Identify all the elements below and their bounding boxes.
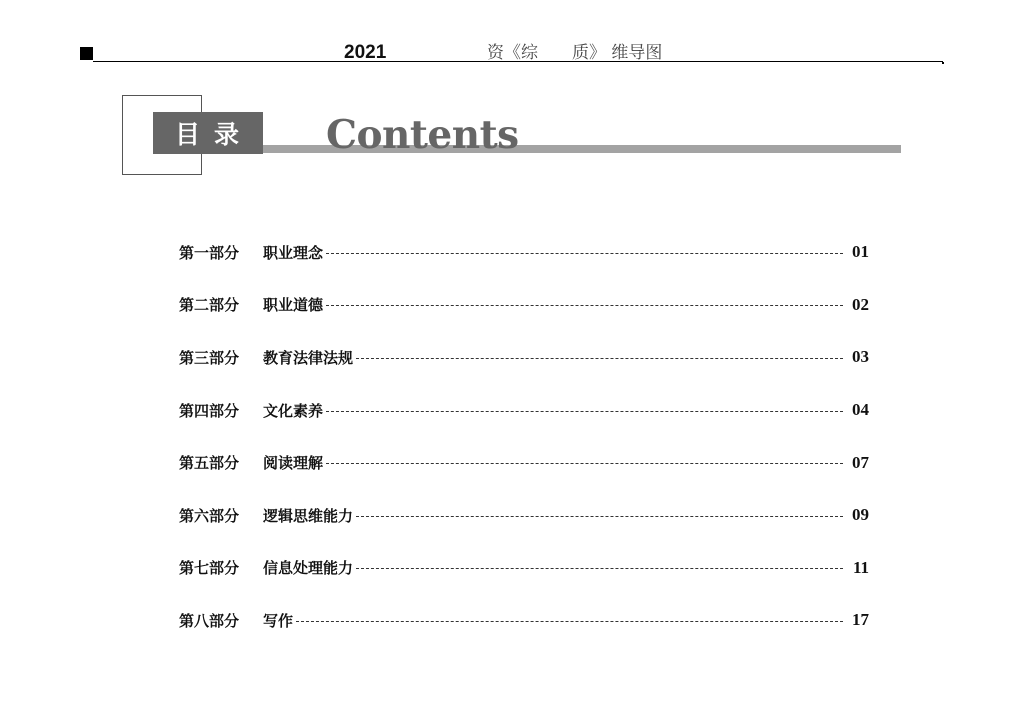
- toc-entry[interactable]: [179, 279, 869, 332]
- toc-leader: [356, 358, 843, 359]
- toc-title: 教育法律法规: [263, 348, 354, 367]
- toc-page-number: 11: [852, 557, 869, 577]
- toc-leader: [356, 516, 843, 517]
- toc-part-label: 第二部分: [179, 296, 240, 315]
- toc-page-number: 09: [852, 505, 869, 525]
- toc-page-number: 07: [852, 452, 869, 472]
- toc-part-label: 第六部分: [179, 506, 240, 525]
- header-title: 资《综 质》 维导图: [487, 43, 663, 63]
- toc-page-number: 17: [852, 610, 869, 630]
- toc-leader: [326, 305, 843, 306]
- toc-entry[interactable]: [179, 436, 869, 489]
- toc-title: 写作: [263, 611, 294, 630]
- toc-leader: [296, 621, 843, 622]
- toc-entry[interactable]: [179, 384, 869, 437]
- toc-page-number: 04: [852, 400, 869, 420]
- header-year: 2021: [344, 42, 387, 63]
- toc-part-label: 第三部分: [179, 348, 240, 367]
- toc-page-number: 01: [852, 242, 869, 262]
- toc-part-label: 第四部分: [179, 401, 240, 420]
- header-rule-end-dot: [942, 62, 944, 64]
- toc-part-label: 第七部分: [179, 559, 240, 578]
- toc-page-number: 03: [852, 347, 869, 367]
- toc-title: 信息处理能力: [263, 559, 354, 578]
- toc-leader: [326, 253, 843, 254]
- toc-leader: [356, 568, 843, 569]
- toc-list: [179, 226, 869, 647]
- toc-leader: [326, 411, 843, 412]
- toc-part-label: 第五部分: [179, 454, 240, 473]
- toc-title: 阅读理解: [263, 454, 324, 473]
- toc-leader: [326, 463, 843, 464]
- toc-page-number: 02: [852, 294, 869, 314]
- toc-entry[interactable]: [179, 489, 869, 542]
- header-square-mark: [80, 47, 93, 60]
- toc-title: 文化素养: [263, 401, 324, 420]
- toc-title: 逻辑思维能力: [263, 506, 354, 525]
- toc-entry[interactable]: [179, 542, 869, 595]
- contents-heading: Contents: [326, 112, 519, 158]
- toc-entry[interactable]: [179, 331, 869, 384]
- toc-part-label: 第八部分: [179, 611, 240, 630]
- toc-title: 职业理念: [263, 243, 324, 262]
- toc-entry[interactable]: [179, 594, 869, 647]
- toc-part-label: 第一部分: [179, 243, 240, 262]
- mulu-label: 目录: [153, 112, 263, 154]
- toc-entry[interactable]: [179, 226, 869, 279]
- toc-title: 职业道德: [263, 296, 324, 315]
